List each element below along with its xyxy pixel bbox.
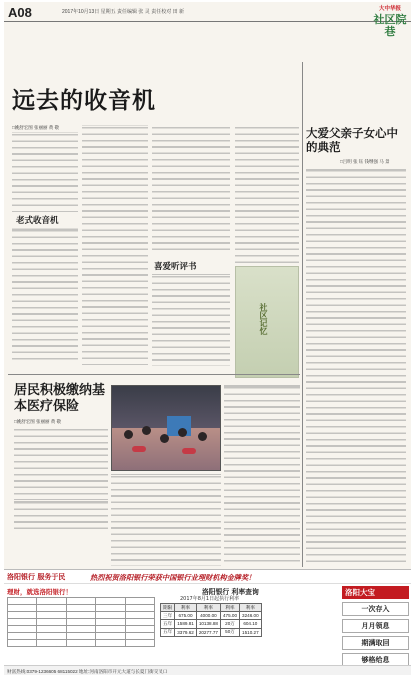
product-item: 够格给息 [342,653,409,667]
rate-header: 利率 [196,604,220,612]
pension-text-1 [14,427,108,497]
ad-tagline: 理财，就选洛阳银行！ [7,588,72,596]
pension-byline: □姚舒宏图 张丽丽 黄 敬 [14,419,61,424]
ad-header [4,570,411,584]
clinic-photo [111,385,221,471]
issue-meta: 2017年10月13日 星期五 责任编辑 张 灵 责任校对 田 新 [62,9,184,15]
table-row: 五年 3379.62 20277.77 50万 1510.27 [161,628,262,636]
table-row: 五年 1589.81 10138.88 20万 604.10 [161,620,262,628]
product-table [7,597,155,657]
product-heading: 洛阳大宝 [342,586,409,599]
feature-text [306,168,406,566]
pension-headline: 居民积极缴纳基本医疗保险 [14,383,106,414]
ad-product-list [342,586,409,670]
paper-name: 大中华报 [378,6,401,12]
community-memory-illustration [235,266,299,378]
page-header [4,2,411,22]
feature-headline: 大爱父亲子女心中的典范 [306,126,398,154]
ad-slogan: 热烈祝贺洛阳银行荣获中国银行业理财机构金牌奖！ [90,573,256,582]
rate-subtitle: 2017年8月1日起执行利率 [180,596,240,602]
lead-text-col-3a [152,125,230,252]
section-divider [8,374,300,375]
page-number: A08 [8,5,32,20]
product-item: 期满取回 [342,636,409,650]
product-item: 月月领息 [342,619,409,633]
lead-text-col-4a [235,125,299,263]
rate-table [160,603,262,637]
product-item: 一次存入 [342,602,409,616]
pension-text-2 [111,474,221,566]
rate-header: 利率 [240,604,262,612]
section-title: 社区院巷 [373,13,407,38]
rate-header: 期限 [161,604,175,612]
rate-title: 洛阳银行 利率查询 [202,588,259,596]
bank-logo: 洛阳银行 服务于民 [7,573,66,581]
lead-headline: 远去的收音机 [12,88,156,114]
rate-header: 利率 [175,604,197,612]
lead-text-col-1b [12,228,78,364]
rate-header: 利率 [220,604,239,612]
lead-byline: □姚舒宏图 张丽丽 黄 敬 [12,125,59,130]
section-masthead [372,4,408,64]
newspaper-page [4,2,411,675]
ad-footer: 财富热线:0379-1236605 68115022 地址:河南洛阳市开元大道与长夏门街交叉口 [4,665,411,675]
rate-panel [160,586,340,658]
illustration-label: 社区记忆 [259,303,269,335]
bank-advertisement [4,569,411,675]
table-row: 三年 675.00 4000.00 475.00 3246.00 [161,612,262,620]
lead-text-col-3b [152,274,230,366]
feature-byline: □吕明 张 钰 钱继强 马 景 [340,159,390,164]
lead-text-col-1a [12,132,78,212]
subhead-storytelling: 喜爱听评书 [154,262,197,272]
pension-note [14,499,108,533]
subhead-old-radio: 老式收音机 [16,216,59,226]
column-divider [302,62,303,567]
pension-text-3 [224,385,300,566]
lead-text-col-2 [82,125,148,365]
